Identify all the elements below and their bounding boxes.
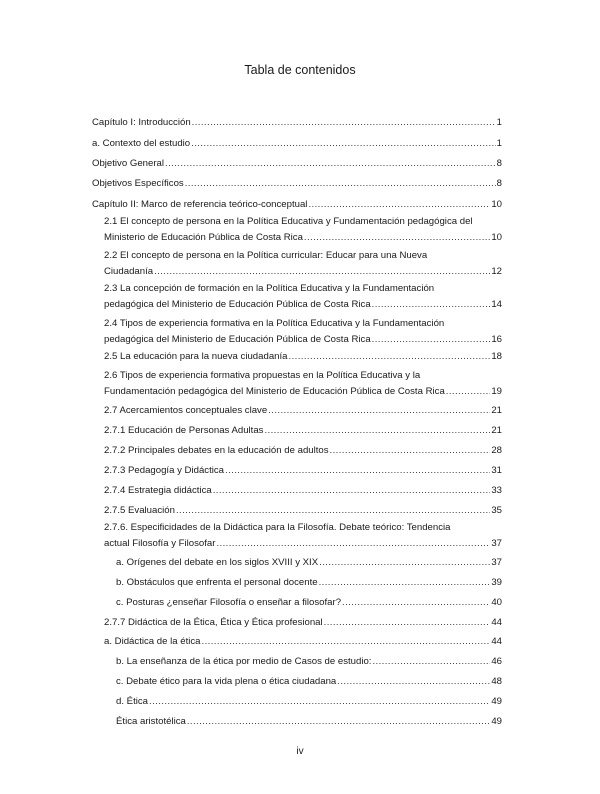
toc-entry-title: Ministerio de Educación Pública de Costa Rica [104, 232, 303, 243]
toc-entry[interactable] [104, 463, 502, 479]
toc-entry-page: 49 [491, 716, 502, 727]
toc-entry[interactable] [104, 483, 502, 499]
dot-leader [337, 674, 490, 690]
toc-entry-title: 2.7.3 Pedagogía y Didáctica [104, 465, 225, 476]
dot-leader [372, 297, 491, 313]
dot-leader [446, 384, 491, 400]
toc-entry-title: 2.7 Acercamientos conceptuales clave [104, 405, 268, 416]
toc-entry-title: 2.1 El concepto de persona en la Política Educativa y Fundamentación pedagógica del [104, 216, 473, 227]
toc-entry-title: actual Filosofía y Filosofar [104, 538, 216, 549]
toc-entry[interactable] [104, 248, 502, 280]
toc-entry-page: 8 [496, 158, 502, 169]
toc-entry[interactable] [116, 555, 502, 571]
toc-entry-page: 8 [496, 178, 502, 189]
toc-entry-page: 44 [491, 617, 502, 628]
toc-entry-title: c. Debate ético para la vida plena o ética ciudadana [116, 676, 337, 687]
dot-leader [191, 136, 496, 152]
dot-leader [165, 156, 496, 172]
toc-entry[interactable] [116, 714, 502, 730]
toc-entry-page: 21 [491, 425, 502, 436]
toc-entry-page: 12 [491, 266, 502, 277]
toc-entry-page: 10 [491, 199, 502, 210]
dot-leader [319, 555, 490, 571]
toc-entry[interactable] [104, 423, 502, 439]
toc-entry-page: 33 [491, 485, 502, 496]
toc-entry-title: 2.7.7 Didáctica de la Ética, Ética y Ética profesional [104, 617, 323, 628]
toc-entry[interactable] [92, 156, 502, 172]
toc-entry-page: 39 [491, 577, 502, 588]
toc-entry-title: a. Orígenes del debate en los siglos XVIII y XIX [116, 557, 319, 568]
toc-entry[interactable] [104, 520, 502, 552]
toc-entry[interactable] [116, 694, 502, 710]
toc-entry-title: Fundamentación pedagógica del Ministerio de Educación Pública de Costa Rica [104, 386, 445, 397]
toc-entry-page: 37 [491, 538, 502, 549]
toc-entry-title: 2.7.5 Evaluación [104, 505, 175, 516]
toc-entry[interactable] [116, 575, 502, 591]
toc-entry-title: a. Contexto del estudio [92, 138, 191, 149]
toc-entry-title: b. Obstáculos que enfrenta el personal docente [116, 577, 318, 588]
toc-entry-title: Capítulo II: Marco de referencia teórico-conceptual [92, 199, 308, 210]
toc-entry[interactable] [104, 349, 502, 365]
dot-leader [330, 443, 491, 459]
toc-entry-title: Ciudadanía [104, 266, 154, 277]
toc-entry-title: d. Ética [116, 696, 148, 707]
dot-leader [342, 595, 490, 611]
toc-entry-page: 28 [491, 445, 502, 456]
toc-entry-title: 2.7.6. Especificidades de la Didáctica para la Filosofía. Debate teórico: Tendencia [104, 522, 451, 533]
dot-leader [319, 575, 491, 591]
toc-entry-page: 40 [491, 597, 502, 608]
toc-entry[interactable] [104, 214, 502, 246]
toc-entry-page: 31 [491, 465, 502, 476]
toc-entry-title: 2.3 La concepción de formación en la Política Educativa y la Fundamentación [104, 283, 435, 294]
toc-entry[interactable] [116, 674, 502, 690]
toc-entry[interactable] [92, 197, 502, 213]
dot-leader [225, 463, 490, 479]
toc-entry-title: Objetivo General [92, 158, 164, 169]
toc-entry-page: 14 [491, 299, 502, 310]
dot-leader [372, 654, 490, 670]
dot-leader [192, 115, 496, 131]
toc-entry-title: b. La enseñanza de la ética por medio de Casos de estudio: [116, 656, 372, 667]
toc-entry-title: 2.5 La educación para la nueva ciudadanía [104, 351, 288, 362]
dot-leader [213, 483, 491, 499]
toc-entry[interactable] [104, 443, 502, 459]
toc-entry[interactable] [116, 654, 502, 670]
toc-entry-title: a. Didáctica de la ética [104, 636, 201, 647]
dot-leader [264, 423, 490, 439]
toc-entry-title: 2.2 El concepto de persona en la Política curricular: Educar para una Nueva [104, 250, 428, 261]
toc-entry-page: 10 [491, 232, 502, 243]
toc-entry-page: 35 [491, 505, 502, 516]
toc-entry-title: pedagógica del Ministerio de Educación Pública de Costa Rica [104, 334, 371, 345]
toc-entry-title: 2.7.4 Estrategia didáctica [104, 485, 212, 496]
toc-entry[interactable] [92, 176, 502, 192]
toc-entry[interactable] [104, 316, 502, 348]
toc-entry-title: 2.6 Tipos de experiencia formativa propuestas en la Política Educativa y la [104, 370, 421, 381]
toc-entry-page: 49 [491, 696, 502, 707]
dot-leader [202, 634, 491, 650]
toc-entry-page: 1 [496, 138, 502, 149]
toc-entry-title: 2.7.1 Educación de Personas Adultas [104, 425, 264, 436]
toc-entry[interactable] [92, 136, 502, 152]
toc-entry-title: 2.7.2 Principales debates en la educación de adultos [104, 445, 329, 456]
toc-entry-title: Ética aristotélica [116, 716, 186, 727]
toc-entry-page: 18 [491, 351, 502, 362]
dot-leader [268, 403, 490, 419]
toc-entry[interactable] [104, 634, 502, 650]
toc-entry-title: pedagógica del Ministerio de Educación Pública de Costa Rica [104, 299, 371, 310]
toc-entry[interactable] [116, 595, 502, 611]
dot-leader [149, 694, 490, 710]
dot-leader [185, 176, 496, 192]
toc-entry-page: 16 [491, 334, 502, 345]
toc-entry-page: 46 [491, 656, 502, 667]
toc-entry[interactable] [104, 368, 502, 400]
dot-leader [372, 332, 491, 348]
toc-entry[interactable] [104, 281, 502, 313]
dot-leader [289, 349, 491, 365]
toc-entry-title: c. Posturas ¿enseñar Filosofía o enseñar a filosofar? [116, 597, 342, 608]
toc-entry-page: 21 [491, 405, 502, 416]
toc-entry-title: Objetivos Específicos [92, 178, 184, 189]
toc-title: Tabla de contenidos [244, 63, 356, 77]
toc-entry[interactable] [92, 115, 502, 131]
dot-leader [154, 264, 490, 280]
toc-entry-page: 1 [496, 117, 502, 128]
toc-entry[interactable] [104, 615, 502, 631]
page-number: iv [296, 746, 304, 757]
dot-leader [187, 714, 490, 730]
toc-entry[interactable] [104, 403, 502, 419]
dot-leader [308, 197, 490, 213]
toc-entry-page: 44 [491, 636, 502, 647]
toc-entry-page: 37 [491, 557, 502, 568]
toc-entry-page: 19 [491, 386, 502, 397]
toc-entry-title: 2.4 Tipos de experiencia formativa en la Política Educativa y la Fundamentación [104, 318, 445, 329]
toc-entry-title: Capítulo I: Introducción [92, 117, 191, 128]
dot-leader [216, 536, 490, 552]
dot-leader [324, 615, 491, 631]
dot-leader [304, 230, 490, 246]
toc-entry-page: 48 [491, 676, 502, 687]
dot-leader [176, 503, 490, 519]
toc-entry[interactable] [104, 503, 502, 519]
